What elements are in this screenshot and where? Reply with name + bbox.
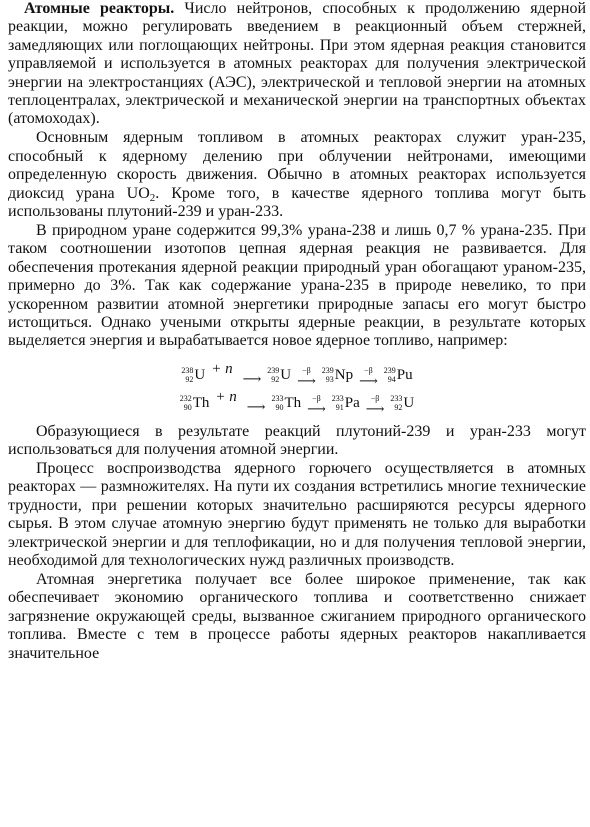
nuclide: 238 92 U bbox=[181, 365, 206, 384]
nuclide: 239 92 U bbox=[267, 365, 292, 384]
paragraph-reaction-products bbox=[8, 423, 586, 460]
paragraph-natural-uranium bbox=[8, 222, 586, 351]
plus-neutron: + n bbox=[211, 360, 233, 377]
paragraph-text: В природном уране содержится 99,3% урана-238 и лишь 0,7 % урана-235. При таком соотношении изотопов цепная ядерная реакция не развивается. Для обеспечения протекания ядерной реакции природный уран обогащают ураном-235, примерно до 3%. Так как содержание урана-235 в природе невелико, то при ускоренном развитии атомной энергетики природные запасы его могут быстро истощиться. Однако учеными открыты ядерные реакции, в результате которых выделяется энергия и вырабатывается новое ядерное топливо, например: bbox=[8, 221, 586, 350]
paragraph-text: Процесс воспроизводства ядерного горючего осуществляется в атомных реакторах — размножителях. На пути их создания встретились многие технические трудности, при решении которых значительно расширяются ресурсы ядерного сырья. В этом случае атомную энергию будут применять не только для выработки электрической энергии и для теплофикации, но и для получения тепловой энергии, необходимой для технологических нужд различных производств. bbox=[8, 460, 586, 570]
nuclide: 233 90 Th bbox=[271, 393, 302, 412]
paragraph-reactors bbox=[8, 0, 586, 129]
paragraph-breeders bbox=[8, 460, 586, 570]
beta-decay-arrow: −β ⟶ bbox=[297, 365, 316, 388]
nuclide: 239 94 Pu bbox=[383, 365, 413, 384]
beta-decay-arrow: −β ⟶ bbox=[359, 365, 378, 388]
nuclide: 239 93 Np bbox=[321, 365, 354, 384]
reaction-arrow: ⟶ bbox=[246, 398, 266, 414]
reaction-uranium bbox=[8, 360, 586, 388]
paragraph-fuel bbox=[8, 129, 586, 221]
paragraph-nuclear-energy bbox=[8, 571, 586, 663]
paragraph-text: . Кроме того, в качестве ядерного топлива могут быть использованы плутоний-239 и уран-233. bbox=[8, 184, 586, 220]
nuclide: 232 90 Th bbox=[179, 393, 210, 412]
plus-neutron: + n bbox=[215, 388, 237, 405]
beta-decay-arrow: −β ⟶ bbox=[307, 393, 326, 416]
paragraph-text: Атомная энергетика получает все более широкое применение, так как обеспечивает экономию органического топлива и соответственно снижает загрязнение окружающей среды, вызванное сжиганием природного органического топлива. Вместе с тем в процессе работы ядерных реакторов накапливается значительное bbox=[8, 570, 586, 662]
nuclide: 233 91 Pa bbox=[331, 393, 360, 412]
subscript: 2 bbox=[149, 191, 156, 204]
paragraph-text: Число нейтронов, способных к продолжению ядерной реакции, можно регулировать введением в реакционный объем стержней, замедляющих или поглощающих нейтроны. При этом ядерная реакция становится управляемой и используется в атомных реакторах для получения электрической энергии на электростанциях (АЭС), электрической и тепловой энергии на атомных теплоцентралах, электрической и механической энергии на транспортных объектах (атомоходах). bbox=[8, 0, 587, 128]
nuclear-reactions bbox=[8, 360, 586, 416]
paragraph-text: Образующиеся в результате реакций плутоний-239 и уран-233 могут использоваться для получения атомной энергии. bbox=[8, 422, 586, 459]
reaction-arrow: ⟶ bbox=[242, 370, 262, 386]
beta-decay-arrow: −β ⟶ bbox=[365, 393, 385, 416]
section-heading: Атомные реакторы. bbox=[24, 0, 175, 17]
reaction-thorium bbox=[8, 388, 586, 416]
paragraph-text: Основным ядерным топливом в атомных реакторах служит уран-235, способный к ядерному делению при облучении нейтронами, имеющими определенную скорость движения. Обычно в атомных реакторах используется диоксид урана UO bbox=[8, 129, 586, 202]
nuclide: 233 92 U bbox=[390, 393, 415, 412]
